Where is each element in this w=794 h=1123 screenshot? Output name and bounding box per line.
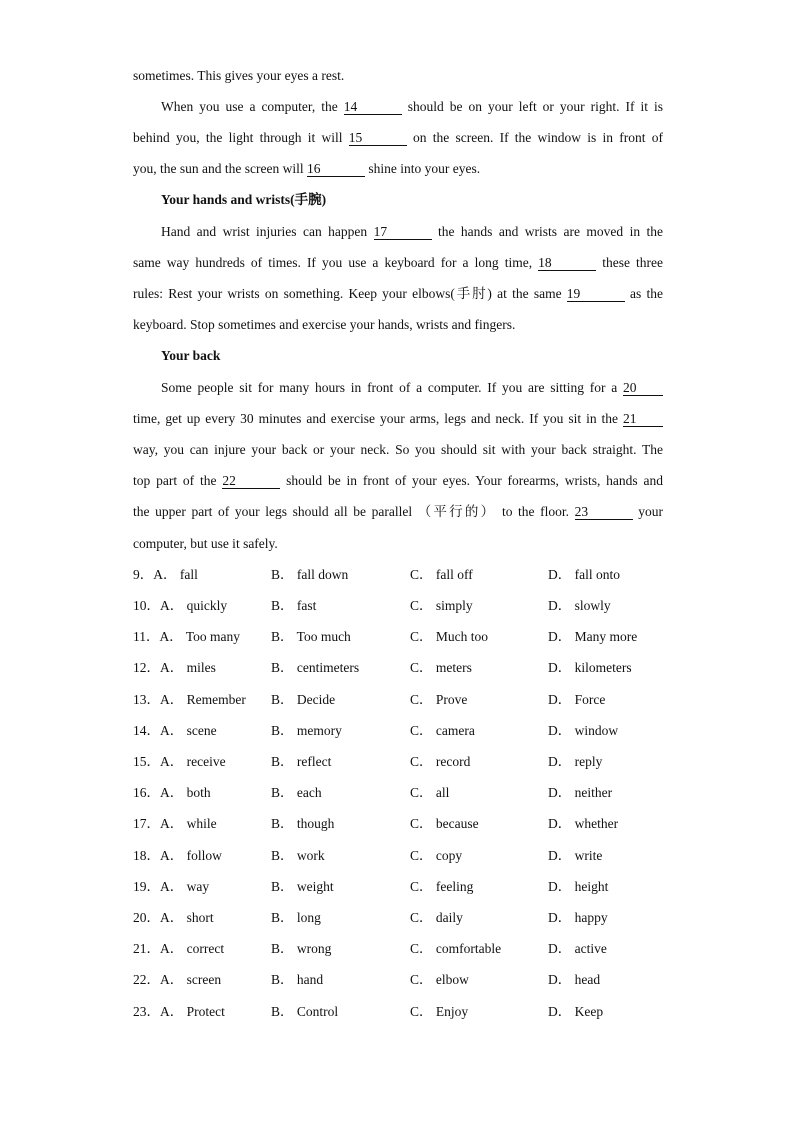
passage-text: behind you, the light through it will	[133, 130, 349, 145]
passage-text: rules: Rest your wrists on something. Keep your elbows(手肘) at the same	[133, 286, 567, 301]
passage-text: When you use a computer, the	[161, 99, 344, 114]
option-b[interactable]: B． reflect	[271, 754, 332, 769]
option-b[interactable]: B． wrong	[271, 941, 332, 956]
blank-15: 15	[349, 131, 407, 146]
question-row	[133, 1003, 693, 1021]
passage-text: time, get up every 30 minutes and exercise your arms, legs and neck. If you sit in the	[133, 411, 623, 426]
passage-text: the upper part of your legs should all be parallel （平行的） to the floor.	[133, 504, 575, 519]
option-b[interactable]: B． work	[271, 848, 325, 863]
option-c[interactable]: C． fall off	[410, 567, 473, 582]
blank-22: 22	[222, 474, 280, 489]
option-b[interactable]: B． Too much	[271, 629, 351, 644]
option-d[interactable]: D． height	[548, 879, 609, 894]
option-c[interactable]: C． elbow	[410, 972, 469, 987]
passage-line	[133, 472, 663, 490]
question-row	[133, 753, 693, 771]
blank-17: 17	[374, 225, 432, 240]
option-a[interactable]: 13．A． Remember	[133, 692, 246, 707]
option-a[interactable]: 19．A． way	[133, 879, 210, 894]
option-b[interactable]: B． long	[271, 910, 321, 925]
passage-text: way, you can injure your back or your neck. So you should sit with your back straight. The	[133, 442, 663, 457]
option-a[interactable]: 9．A． fall	[133, 567, 198, 582]
passage-line	[133, 285, 663, 303]
option-a[interactable]: 18．A． follow	[133, 848, 222, 863]
question-row	[133, 597, 693, 615]
option-d[interactable]: D． kilometers	[548, 660, 632, 675]
option-d[interactable]: D． active	[548, 941, 607, 956]
option-d[interactable]: D． reply	[548, 754, 603, 769]
passage-line	[133, 441, 663, 459]
option-d[interactable]: D． whether	[548, 816, 619, 831]
question-row	[133, 847, 693, 865]
blank-18: 18	[538, 256, 596, 271]
option-c[interactable]: C． comfortable	[410, 941, 502, 956]
option-a[interactable]: 22．A． screen	[133, 972, 222, 987]
option-c[interactable]: C． because	[410, 816, 479, 831]
passage-line	[133, 535, 663, 553]
option-c[interactable]: C． Much too	[410, 629, 489, 644]
passage-text: the hands and wrists are moved in the	[431, 224, 663, 239]
option-b[interactable]: B． Decide	[271, 692, 336, 707]
passage-line	[133, 160, 663, 178]
passage-line	[161, 223, 663, 241]
option-d[interactable]: D． write	[548, 848, 603, 863]
passage-text: shine into your eyes.	[364, 161, 481, 176]
option-b[interactable]: B． though	[271, 816, 335, 831]
option-b[interactable]: B． centimeters	[271, 660, 360, 675]
passage-text: top part of the	[133, 473, 223, 488]
option-c[interactable]: C． daily	[410, 910, 463, 925]
passage-text: Some people sit for many hours in front of a computer. If you are sitting for a	[161, 380, 623, 395]
option-d[interactable]: D． window	[548, 723, 619, 738]
question-row	[133, 722, 693, 740]
option-c[interactable]: C． simply	[410, 598, 473, 613]
option-b[interactable]: B． memory	[271, 723, 342, 738]
option-b[interactable]: B． fast	[271, 598, 317, 613]
section-heading-back: Your back	[161, 348, 221, 363]
option-a[interactable]: 21．A． correct	[133, 941, 225, 956]
passage-line	[161, 379, 663, 397]
option-a[interactable]: 12．A． miles	[133, 660, 216, 675]
option-a[interactable]: 14．A． scene	[133, 723, 217, 738]
blank-19: 19	[567, 287, 625, 302]
blank-21: 21	[623, 412, 663, 427]
question-row	[133, 784, 693, 802]
option-c[interactable]: C． record	[410, 754, 471, 769]
question-row	[133, 909, 693, 927]
option-d[interactable]: D． Many more	[548, 629, 638, 644]
passage-text: these three	[596, 255, 663, 270]
question-row	[133, 659, 693, 677]
option-a[interactable]: 15．A． receive	[133, 754, 226, 769]
blank-20: 20	[623, 381, 663, 396]
option-d[interactable]: D． happy	[548, 910, 608, 925]
option-c[interactable]: C． Enjoy	[410, 1004, 469, 1019]
question-row	[133, 691, 693, 709]
question-row	[133, 566, 693, 584]
passage-line	[133, 410, 663, 428]
option-b[interactable]: B． hand	[271, 972, 324, 987]
blank-23: 23	[575, 505, 633, 520]
passage-line	[133, 67, 663, 85]
passage-text: as the	[624, 286, 663, 301]
passage-line	[161, 98, 663, 116]
option-c[interactable]: C． meters	[410, 660, 472, 675]
option-a[interactable]: 10．A． quickly	[133, 598, 228, 613]
option-b[interactable]: B． each	[271, 785, 322, 800]
option-d[interactable]: D． Keep	[548, 1004, 604, 1019]
question-row	[133, 971, 693, 989]
question-row	[133, 940, 693, 958]
passage-line	[133, 254, 663, 272]
passage-line	[133, 316, 663, 334]
option-c[interactable]: C． copy	[410, 848, 463, 863]
section-heading-hands: Your hands and wrists(手腕)	[161, 192, 327, 207]
option-a[interactable]: 16．A． both	[133, 785, 211, 800]
passage-text: you, the sun and the screen will	[133, 161, 307, 176]
passage-text: sometimes. This gives your eyes a rest.	[133, 68, 345, 83]
passage-text: same way hundreds of times. If you use a keyboard for a long time,	[133, 255, 539, 270]
option-c[interactable]: C． all	[410, 785, 450, 800]
option-a[interactable]: 23．A． Protect	[133, 1004, 225, 1019]
option-b[interactable]: B． Control	[271, 1004, 339, 1019]
option-c[interactable]: C． camera	[410, 723, 475, 738]
option-c[interactable]: C． feeling	[410, 879, 474, 894]
option-d[interactable]: D． slowly	[548, 598, 611, 613]
passage-text: should be in front of your eyes. Your forearms, wrists, hands and	[280, 473, 663, 488]
option-d[interactable]: D． head	[548, 972, 601, 987]
blank-16: 16	[307, 162, 365, 177]
option-d[interactable]: D． neither	[548, 785, 613, 800]
question-row	[133, 815, 693, 833]
passage-text: should be on your left or your right. If it is	[401, 99, 664, 114]
passage-text: Hand and wrist injuries can happen	[161, 224, 374, 239]
option-b[interactable]: B． fall down	[271, 567, 349, 582]
passage-text: computer, but use it safely.	[133, 536, 278, 551]
blank-14: 14	[344, 100, 402, 115]
passage-line	[133, 503, 663, 521]
option-a[interactable]: 17．A． while	[133, 816, 217, 831]
question-row	[133, 878, 693, 896]
question-row	[133, 628, 693, 646]
passage-text: keyboard. Stop sometimes and exercise your hands, wrists and fingers.	[133, 317, 516, 332]
option-d[interactable]: D． Force	[548, 692, 606, 707]
option-a[interactable]: 20．A． short	[133, 910, 214, 925]
passage-line	[133, 129, 663, 147]
option-a[interactable]: 11．A． Too many	[133, 629, 241, 644]
option-d[interactable]: D． fall onto	[548, 567, 620, 582]
option-b[interactable]: B． weight	[271, 879, 334, 894]
passage-text: on the screen. If the window is in front of	[406, 130, 663, 145]
passage-text: your	[632, 504, 663, 519]
option-c[interactable]: C． Prove	[410, 692, 468, 707]
